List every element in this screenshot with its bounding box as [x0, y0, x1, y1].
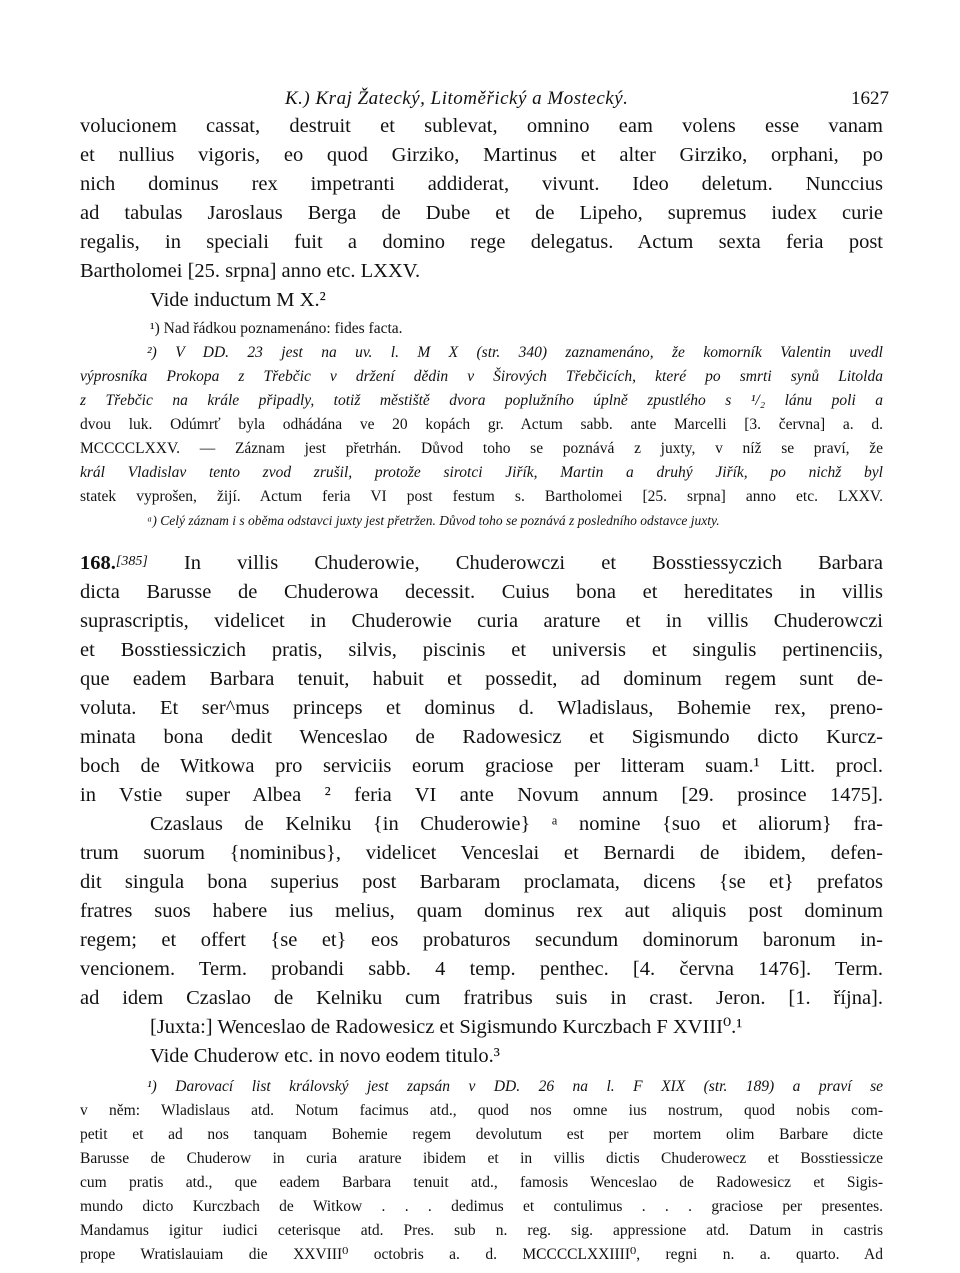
- entry-first-line: In villis Chuderowie, Chuderowczi et Bosstiessyczich Barbara: [183, 552, 883, 574]
- entry-167-text: [80, 112, 883, 315]
- text-line: et nullius vigoris, eo quod Girziko, Martinus et alter Girziko, orphani, po: [80, 144, 883, 166]
- footnote-line: Mandamus igitur iudici ceterisque atd. Pres. sub n. reg. sig. appressione atd. Datum in castris: [80, 1222, 883, 1239]
- text-line: Bartholomei [25. srpna] anno etc. LXXV.: [80, 260, 421, 282]
- entry-168-text: [80, 547, 883, 1071]
- footnotes-167: [80, 317, 883, 533]
- footnotes-168: [80, 1075, 883, 1267]
- footnote-line: dvou luk. Odúmrť byla odhádána ve 20 kopách gr. Actum sabb. ante Marcelli [3. června] a. d.: [80, 416, 883, 433]
- text-line: ad tabulas Jaroslaus Berga de Dube et de Lipeho, supremus iudex curie: [80, 202, 883, 224]
- text-line: dicta Barusse de Chuderowa decessit. Cuius bona et hereditates in villis: [80, 581, 883, 603]
- page-number: 1627: [851, 88, 889, 109]
- text-line: regem; et offert {se et} eos probaturos secundum dominorum baronum in-: [80, 929, 883, 951]
- text-line: suprascriptis, videlicet in Chuderowie curia arature et in villis Chuderowczi: [80, 610, 883, 632]
- text-line: ad idem Czaslao de Kelniku cum fratribus suis in crast. Jeron. [1. října].: [80, 987, 883, 1009]
- text-line: volucionem cassat, destruit et sublevat, omnino eam volens esse vanam: [80, 115, 883, 137]
- document-page: [80, 80, 889, 1267]
- text-line: trum suorum {nominibus}, videlicet Venceslai et Bernardi de ibidem, defen-: [80, 842, 883, 864]
- footnote-line: ²) V DD. 23 jest na uv. l. M X (str. 340) zaznamenáno, že komorník Valentin uvedl: [147, 344, 883, 361]
- vide-reference: Vide inductum M X.²: [150, 289, 326, 311]
- text-line: nich dominus rex impetranti addiderat, vivunt. Ideo deletum. Nunccius: [80, 173, 883, 195]
- footnote-line: petit et ad nos tanquam Bohemie regem devolutum est per mortem olim Barbare dicte: [80, 1126, 883, 1143]
- text-line: [80, 547, 883, 578]
- text-line: fratres suos habere ius melius, quam dominus rex aut aliquis post dominum: [80, 900, 883, 922]
- footnote-line: ¹) Darovací list královský jest zapsán v DD. 26 na l. F XIX (str. 189) a praví se: [147, 1078, 883, 1095]
- text-line: voluta. Et ser^mus princeps et dominus d. Wladislaus, Bohemie rex, preno-: [80, 697, 883, 719]
- footnote-line: z Třebčic na krále připadly, totiž městiště dvora poplužního úplně zpustlého s ¹/₂ lánu poli a: [80, 392, 883, 409]
- text-line: et Bosstiessiczich pratis, silvis, piscinis et universis et singulis pertinenciis,: [80, 639, 883, 661]
- page-header: [80, 80, 889, 112]
- text-line: vencionem. Term. probandi sabb. 4 temp. penthec. [4. června 1476]. Term.: [80, 958, 883, 980]
- text-line: regalis, in speciali fuit a domino rege delegatus. Actum sexta feria post: [80, 231, 883, 253]
- footnote-line: ᵃ) Celý záznam i s oběma odstavci juxty jest přetržen. Důvod toho se poznává z posledního odstavce juxty.: [147, 513, 720, 528]
- text-line: [Juxta:] Wenceslao de Radowesicz et Sigismundo Kurczbach F XVIII⁰.¹: [150, 1016, 743, 1038]
- footnote-line: statek vyprošen, žijí. Actum feria VI post festum s. Bartholomei [25. srpna] anno etc. LXXV.: [80, 488, 883, 505]
- text-line: in Vstie super Albea ² feria VI ante Novum annum [29. prosince 1475].: [80, 784, 883, 806]
- footnote-line: MCCCCLXXV. — Záznam jest přetrhán. Důvod toho se poznává z juxty, v níž se praví, že: [80, 440, 883, 457]
- footnote-line: prope Wratislauiam die XXVIII⁰ octobris a. d. MCCCCLXXIIII⁰, regni n. a. quarto. Ad: [80, 1246, 883, 1263]
- footnote-line: výprosníka Prokopa z Třebčic v držení dědin v Širových Třebčicích, které po smrti synů Litolda: [80, 368, 883, 385]
- footnote-line: v něm: Wladislaus atd. Notum facimus atd., quod nos omne ius nostrum, quod nobis com-: [80, 1102, 883, 1119]
- text-line: Czaslaus de Kelniku {in Chuderowie} ᵃ nomine {suo et aliorum} fra-: [150, 813, 883, 835]
- footnote-line: mundo dicto Kurczbach de Witkow . . . dedimus et contulimus . . . graciose per presentes.: [80, 1198, 883, 1215]
- text-line: boch de Witkowa pro serviciis eorum graciose per litteram suam.¹ Litt. procl.: [80, 755, 883, 777]
- text-line: dit singula bona superius post Barbaram proclamata, dicens {se et} prefatos: [80, 871, 883, 893]
- entry-number: 168.: [80, 552, 116, 574]
- text-line: que eadem Barbara tenuit, habuit et possedit, ad dominum regem sunt de-: [80, 668, 883, 690]
- entry-ref: [385]: [115, 554, 148, 569]
- vide-reference: Vide Chuderow etc. in novo eodem titulo.³: [150, 1045, 500, 1067]
- footnote-line: král Vladislav tento zvod zrušil, protože sirotci Jiřík, Martin a druhý Jiřík, po nichž byl: [80, 464, 883, 481]
- text-line: minata bona dedit Wenceslao de Radowesicz et Sigismundo dicto Kurcz-: [80, 726, 883, 748]
- running-title: K.) Kraj Žatecký, Litoměřický a Mostecký.: [285, 88, 629, 109]
- footnote-line: cum pratis atd., que eadem Barbara tenuit atd., famosis Wenceslao de Radowesicz et Sigis-: [80, 1174, 883, 1191]
- footnote-line: ¹) Nad řádkou poznamenáno: fides facta.: [150, 320, 403, 337]
- footnote-line: Barusse de Chuderow in curia arature ibidem et in villis dictis Chuderowecz et Bosstiessicze: [80, 1150, 883, 1167]
